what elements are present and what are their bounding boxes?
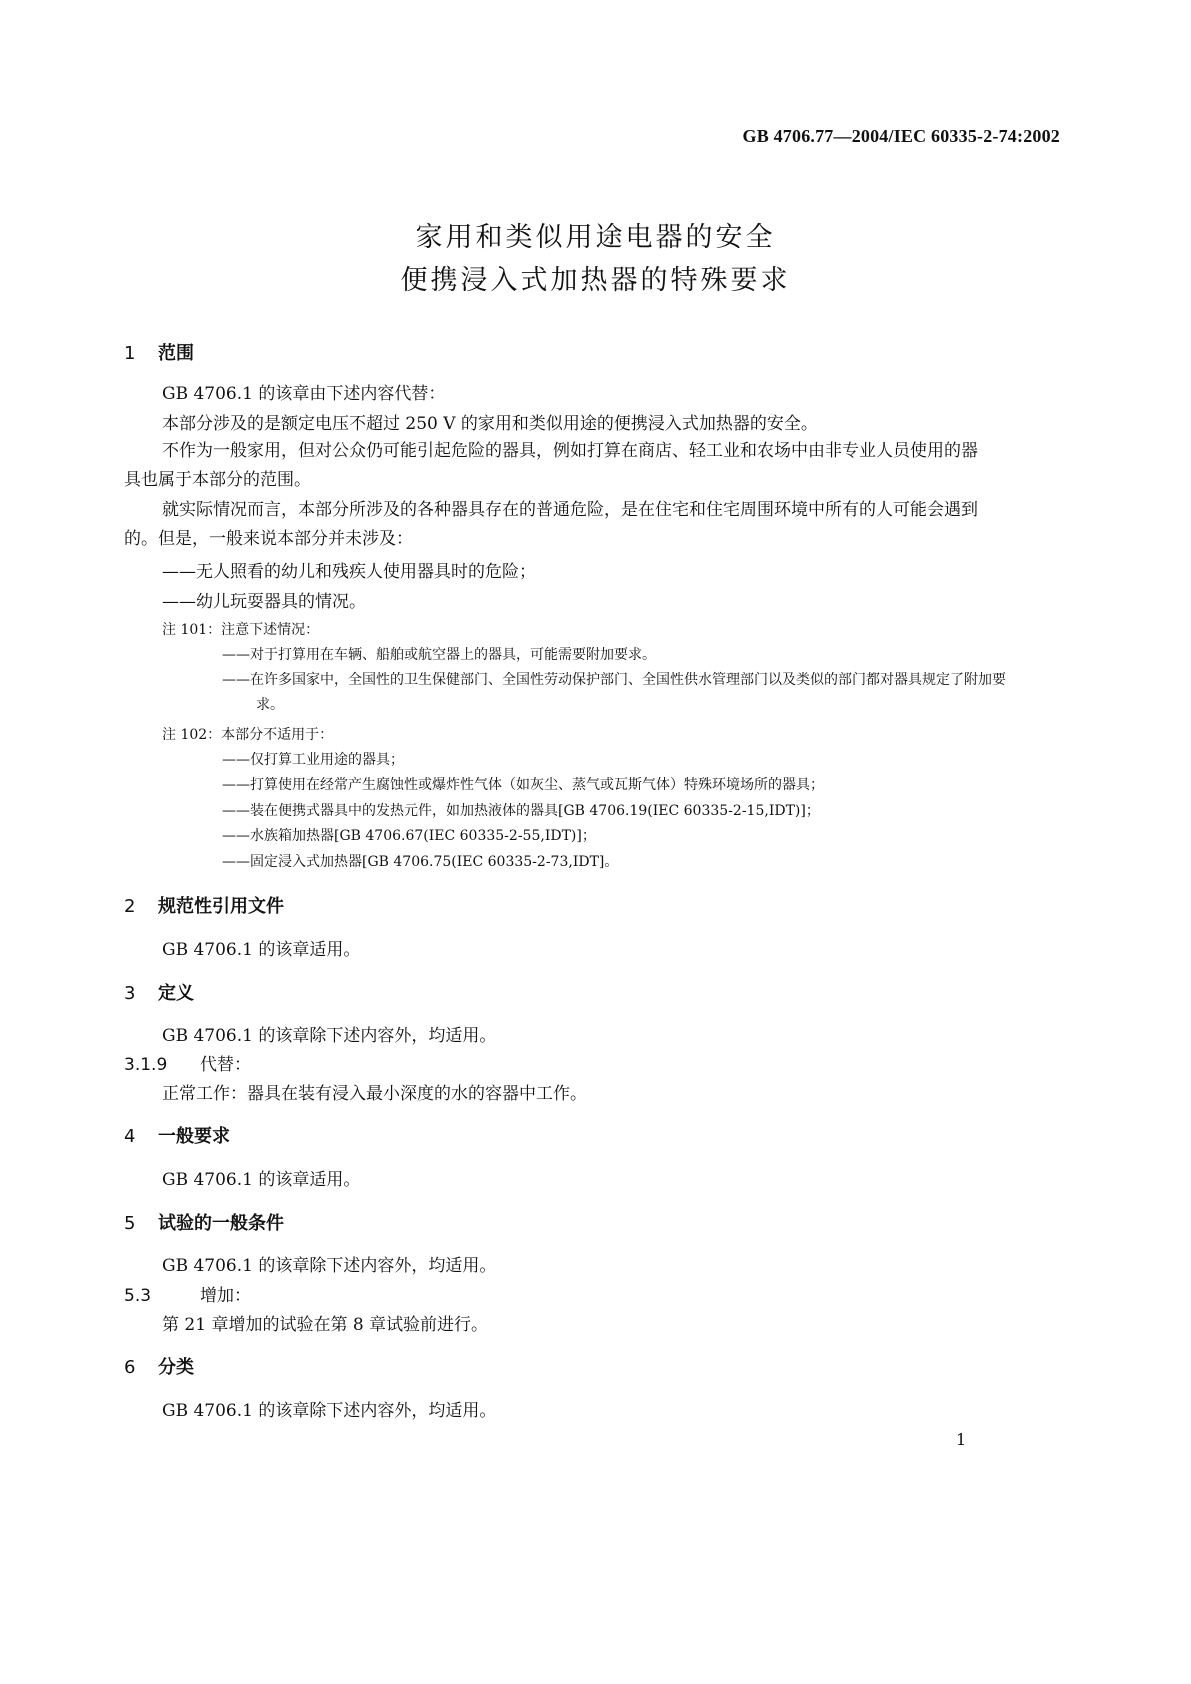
note-101-item-2: ——在许多国家中，全国性的卫生保健部门、全国性劳动保护部门、全国性供水管理部门以及类似的部门都对器具规定了附加要求。 xyxy=(222,672,1006,713)
note-102-item-1: ——仅打算工业用途的器具； xyxy=(222,752,404,768)
note-101-item-1: ——对于打算用在车辆、船舶或航空器上的器具，可能需要附加要求。 xyxy=(222,647,656,663)
s1-dash-item-2: ——幼儿玩耍器具的情况。 xyxy=(162,592,366,612)
s3-1-9-text: 正常工作：器具在装有浸入最小深度的水的容器中工作。 xyxy=(162,1084,587,1104)
section-title: 分类 xyxy=(158,1357,194,1378)
s2-paragraph-1: GB 4706.1 的该章适用。 xyxy=(162,940,361,960)
note-102-item-4: ——水族箱加热器[GB 4706.67(IEC 60335-2-55,IDT)]； xyxy=(222,828,596,844)
section-number: 1 xyxy=(124,343,136,364)
section-5-heading xyxy=(124,1209,284,1235)
section-title: 范围 xyxy=(158,343,194,364)
section-number: 6 xyxy=(124,1357,136,1378)
subsection-3-1-9-heading xyxy=(124,1050,251,1075)
s4-paragraph-1: GB 4706.1 的该章适用。 xyxy=(162,1170,361,1190)
s1-paragraph-4: 就实际情况而言，本部分所涉及的各种器具存在的普通危险，是在住宅和住宅周围环境中所有的人可能会遇到的。但是，一般来说本部分并未涉及： xyxy=(124,500,978,549)
section-number: 4 xyxy=(124,1126,136,1147)
subsection-number: 5.3 xyxy=(124,1286,152,1306)
page-number: 1 xyxy=(956,1430,967,1449)
section-4-heading xyxy=(124,1122,230,1148)
note-101-label: 注 101：注意下述情况： xyxy=(162,622,320,638)
s5-3-text: 第 21 章增加的试验在第 8 章试验前进行。 xyxy=(162,1315,489,1335)
section-number: 2 xyxy=(124,896,136,917)
section-title: 规范性引用文件 xyxy=(158,896,284,917)
section-number: 3 xyxy=(124,983,136,1004)
subsection-title: 代替： xyxy=(200,1055,251,1075)
note-102-label: 注 102：本部分不适用于： xyxy=(162,727,334,743)
s1-paragraph-3: 不作为一般家用，但对公众仍可能引起危险的器具，例如打算在商店、轻工业和农场中由非专业人员使用的器具也属于本部分的范围。 xyxy=(124,441,978,490)
standard-code: GB 4706.77—2004/IEC 60335-2-74:2002 xyxy=(742,126,1060,146)
note-102-item-5: ——固定浸入式加热器[GB 4706.75(IEC 60335-2-73,IDT]。 xyxy=(222,854,619,870)
section-6-heading xyxy=(124,1353,194,1379)
note-102-item-2: ——打算使用在经常产生腐蚀性或爆炸性气体（如灰尘、蒸气或瓦斯气体）特殊环境场所的器具； xyxy=(222,777,824,793)
section-1-heading xyxy=(124,339,194,365)
s3-paragraph-1: GB 4706.1 的该章除下述内容外，均适用。 xyxy=(162,1026,497,1046)
s1-paragraph-2: 本部分涉及的是额定电压不超过 250 V 的家用和类似用途的便携浸入式加热器的安全。 xyxy=(162,414,818,434)
section-3-heading xyxy=(124,979,194,1005)
note-102-item-3: ——装在便携式器具中的发热元件，如加热液体的器具[GB 4706.19(IEC 60335-2-15,IDT)]； xyxy=(222,803,820,819)
subsection-5-3-heading xyxy=(124,1281,251,1306)
s1-paragraph-1: GB 4706.1 的该章由下述内容代替： xyxy=(162,384,446,404)
page-title-line2: 便携浸入式加热器的特殊要求 xyxy=(400,265,791,296)
subsection-number: 3.1.9 xyxy=(124,1055,168,1075)
section-title: 一般要求 xyxy=(158,1126,230,1147)
s6-paragraph-1: GB 4706.1 的该章除下述内容外，均适用。 xyxy=(162,1401,497,1421)
section-number: 5 xyxy=(124,1213,136,1234)
section-title: 定义 xyxy=(158,983,194,1004)
s5-paragraph-1: GB 4706.1 的该章除下述内容外，均适用。 xyxy=(162,1256,497,1276)
subsection-title: 增加： xyxy=(200,1286,251,1306)
section-2-heading xyxy=(124,892,284,918)
section-title: 试验的一般条件 xyxy=(158,1213,284,1234)
page-title-line1: 家用和类似用途电器的安全 xyxy=(415,222,776,253)
s1-dash-item-1: ——无人照看的幼儿和残疾人使用器具时的危险； xyxy=(162,562,536,582)
